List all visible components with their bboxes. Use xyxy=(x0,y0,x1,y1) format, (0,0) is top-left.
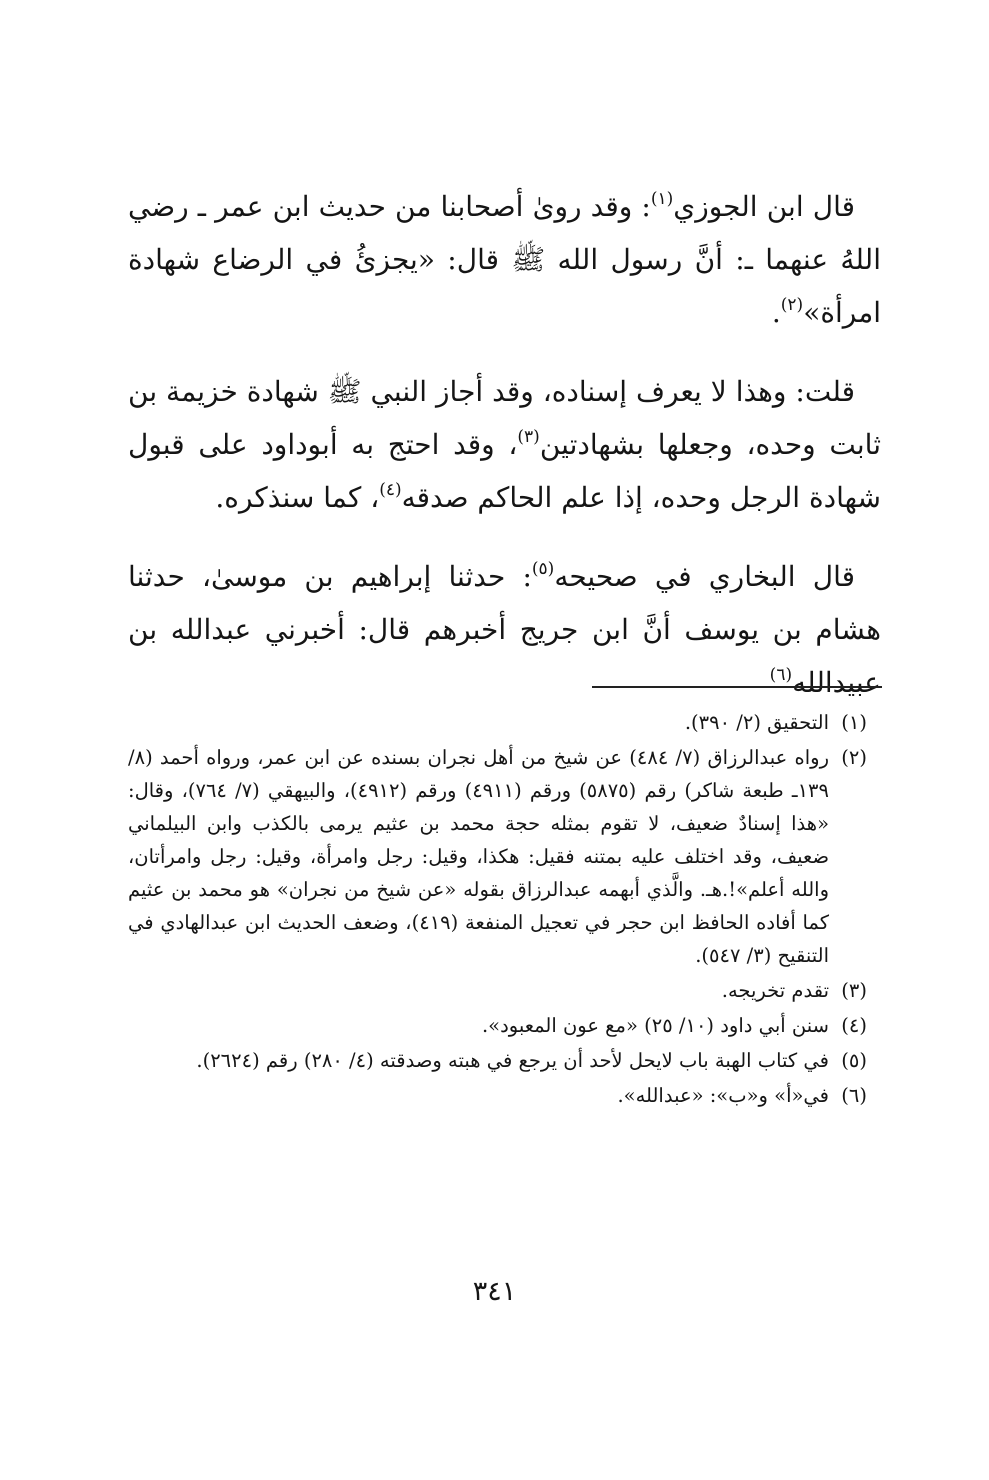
footnote-number: (٣) xyxy=(841,979,867,1002)
footnotes-section xyxy=(128,706,881,1114)
paragraph-text: ، كما سنذكره. xyxy=(215,481,380,514)
footnote-5 xyxy=(128,1044,881,1077)
footnote-marker[interactable]: (٣) xyxy=(517,427,540,447)
main-text xyxy=(128,180,881,735)
footnote-text: في«أ» و«ب»: «عبدالله». xyxy=(617,1084,829,1107)
footnote-number: (٤) xyxy=(841,1014,867,1037)
footnote-text: تقدم تخريجه. xyxy=(721,979,829,1002)
paragraph-text: قال ابن الجوزي xyxy=(673,190,855,223)
paragraph-text: . xyxy=(771,296,781,329)
paragraph-text: ، وقد احتج به أبوداود على قبول شهادة الرجل وحده، إذا علم الحاكم صدقه xyxy=(128,428,881,514)
footnote-marker[interactable]: (٢) xyxy=(780,295,804,315)
footnote-number: (١) xyxy=(841,711,867,734)
footnote-marker[interactable]: (٤) xyxy=(379,480,402,500)
footnote-number: (٥) xyxy=(841,1049,867,1072)
footnote-text: التحقيق (٢/ ٣٩٠). xyxy=(684,711,829,734)
paragraph-text: : وقد روىٰ أصحابنا من حديث ابن عمر ـ رضي اللهُ عنهما ـ: أنَّ رسول الله ﷺ قال: «يجزئُ في الرضاع شهادة امرأة» xyxy=(128,190,881,329)
footnote-number: (٦) xyxy=(841,1084,867,1107)
footnote-text: سنن أبي داود (١٠/ ٢٥) «مع عون المعبود». xyxy=(481,1014,829,1037)
footnote-1 xyxy=(128,706,881,739)
footnote-3 xyxy=(128,974,881,1007)
footnote-number: (٢) xyxy=(841,746,867,769)
footnote-4 xyxy=(128,1009,881,1042)
footnote-text: في كتاب الهبة باب لايحل لأحد أن يرجع في هبته وصدقته (٤/ ٢٨٠) رقم (٢٦٢٤). xyxy=(196,1049,829,1072)
paragraph-ibn-al-jawzi xyxy=(128,180,881,339)
footnote-divider xyxy=(592,686,882,688)
footnote-marker[interactable]: (٦) xyxy=(769,665,793,685)
footnote-marker[interactable]: (١) xyxy=(650,189,674,209)
paragraph-text: : حدثنا إبراهيم بن موسىٰ، حدثنا هشام بن يوسف أنَّ ابن جريج أخبرهم قال: أخبرني عبدالله بن عبيدالله xyxy=(128,560,881,699)
paragraph-qultu xyxy=(128,365,881,524)
paragraph-text: قال البخاري في صحيحه xyxy=(554,560,855,593)
footnote-6 xyxy=(128,1079,881,1112)
paragraph-text: قلت: وهذا لا يعرف إسناده، وقد أجاز النبي ﷺ شهادة خزيمة بن ثابت وحده، وجعلها بشهادتين xyxy=(128,375,881,461)
footnote-marker[interactable]: (٥) xyxy=(531,559,555,579)
footnote-2 xyxy=(128,741,881,972)
page-number: ٣٤١ xyxy=(472,1276,517,1307)
footnote-text: رواه عبدالرزاق (٧/ ٤٨٤) عن شيخ من أهل نجران بسنده عن ابن عمر، ورواه أحمد (٨/ ١٣٩ـ طبعة شاكر) رقم (٥٨٧٥) ورقم (٤٩١١) ورقم (٤٩١٢)، والبيهقي (٧/ ٧٦٤)، وقال: «هذا إسنادٌ ضعيف، لا تقوم بمثله حجة محمد بن عثيم يرمى بالكذب وابن البيلماني ضعيف، وقد اختلف عليه بمتنه فقيل: هكذا، وقيل: رجل وامرأة، وقيل: رجل وامرأتان، والله أعلم»!.هـ. والَّذي أبهمه عبدالرزاق بقوله «عن شيخ من نجران» هو محمد بن عثيم كما أفاده الحافظ ابن حجر في تعجيل المنفعة (٤١٩)، وضعف الحديث ابن عبدالهادي في التنقيح (٣/ ٥٤٧). xyxy=(128,746,829,967)
